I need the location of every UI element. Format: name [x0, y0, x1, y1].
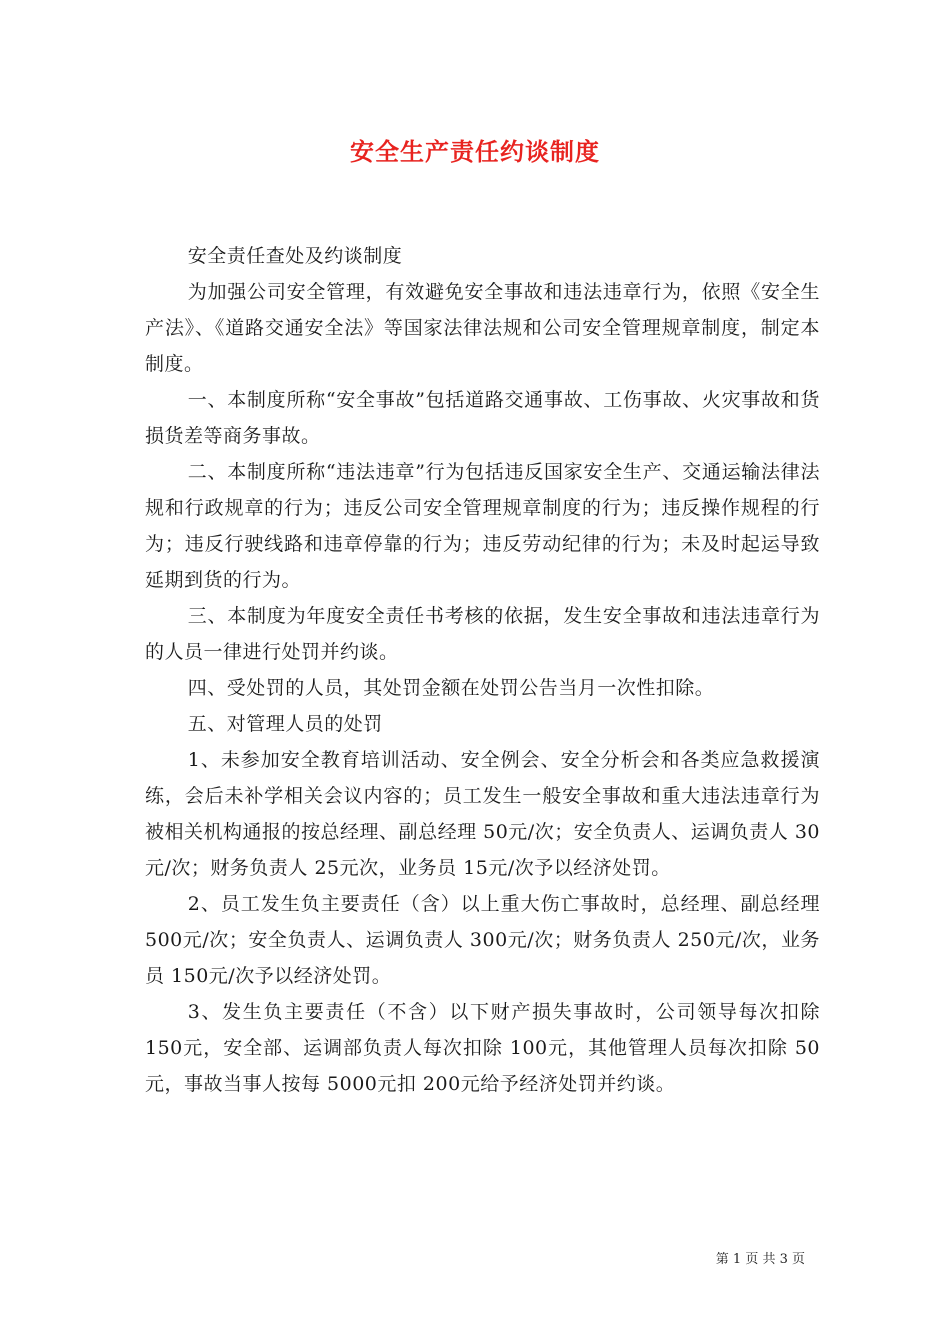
paragraph-article-2: 二、本制度所称“违法违章”行为包括违反国家安全生产、交通运输法律法规和行政规章的行为；违反公司安全管理规章制度的行为；违反操作规程的行为；违反行驶线路和违章停靠的行为；违反劳动纪律的行为；未及时起运导致延期到货的行为。: [145, 461, 820, 591]
paragraph-item-3: 3、发生负主要责任（不含）以下财产损失事故时，公司领导每次扣除 150元，安全部、运调部负责人每次扣除 100元，其他管理人员每次扣除 50元，事故当事人按每 5000元扣 200元给予经济处罚并约谈。: [145, 1001, 820, 1095]
paragraph-article-4: 四、受处罚的人员，其处罚金额在处罚公告当月一次性扣除。: [187, 677, 715, 699]
paragraph-article-1: 一、本制度所称“安全事故”包括道路交通事故、工伤事故、火灾事故和货损货差等商务事故。: [145, 389, 820, 447]
paragraph-article-5-heading: 五、对管理人员的处罚: [187, 713, 383, 735]
page-number: 第 1 页 共 3 页: [715, 1252, 805, 1267]
paragraph-intro: 为加强公司安全管理，有效避免安全事故和违法违章行为，依照《安全生产法》、《道路交通安全法》等国家法律法规和公司安全管理规章制度，制定本制度。: [145, 281, 820, 375]
document-body: [145, 238, 820, 1102]
paragraph-item-1: 1、未参加安全教育培训活动、安全例会、安全分析会和各类应急救援演练，会后未补学相关会议内容的；员工发生一般安全事故和重大违法违章行为被相关机构通报的按总经理、副总经理 50元/次；安全负责人、运调负责人 30元/次；财务负责人 25元次，业务员 15元/次予以经济处罚。: [145, 749, 820, 879]
paragraph-item-2: 2、员工发生负主要责任（含）以上重大伤亡事故时，总经理、副总经理 500元/次；安全负责人、运调负责人 300元/次；财务负责人 250元/次，业务员 150元/次予以经济处罚。: [145, 893, 820, 987]
paragraph-article-3: 三、本制度为年度安全责任书考核的依据，发生安全事故和违法违章行为的人员一律进行处罚并约谈。: [145, 605, 820, 663]
paragraph-subtitle: 安全责任查处及约谈制度: [187, 245, 403, 267]
document-title: 安全生产责任约谈制度: [350, 137, 600, 166]
